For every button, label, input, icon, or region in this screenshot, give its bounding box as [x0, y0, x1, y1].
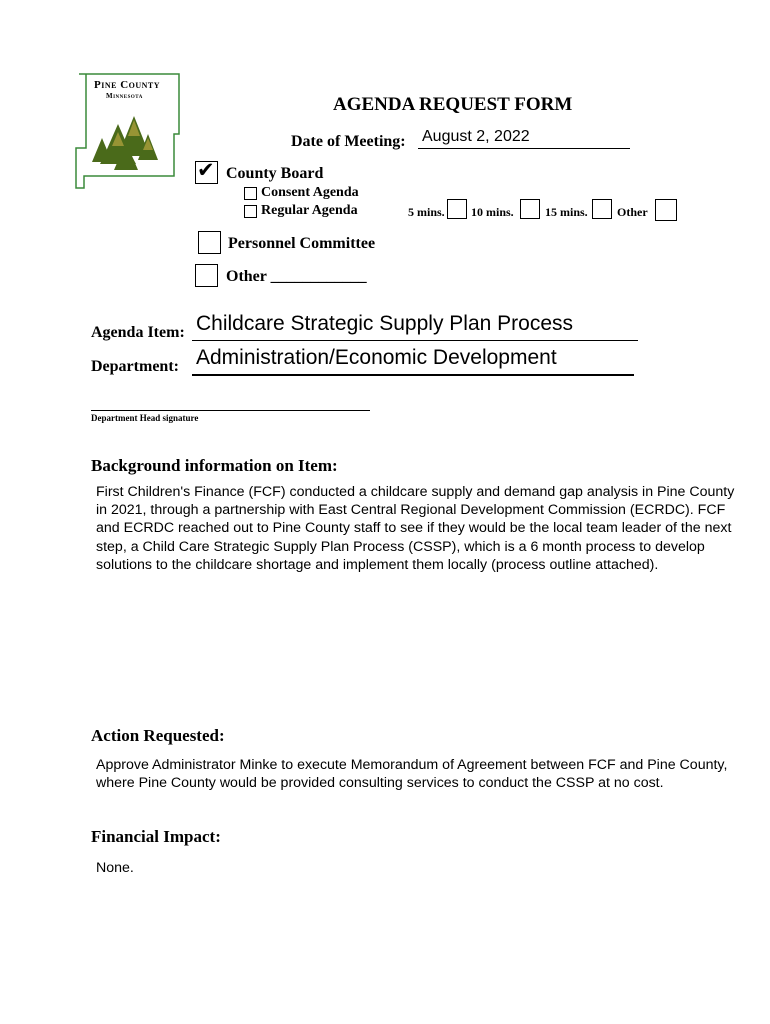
- consent-agenda-label: Consent Agenda: [261, 185, 359, 200]
- action-requested-text-field[interactable]: Approve Administrator Minke to execute Memorandum of Agreement between FCF and Pine County, where Pine County would be provided consulting services to conduct the CSSP at no cost.: [96, 757, 728, 792]
- signature-line[interactable]: [91, 410, 370, 411]
- background-heading: Background information on Item:: [91, 456, 338, 475]
- department-underline: [192, 374, 634, 376]
- personnel-committee-checkbox[interactable]: [198, 231, 221, 254]
- signature-label: Department Head signature: [91, 413, 199, 423]
- action-requested-heading: Action Requested:: [91, 726, 225, 745]
- time-5-mins-checkbox[interactable]: [447, 199, 467, 219]
- time-15-mins-checkbox[interactable]: [592, 199, 612, 219]
- time-5-mins-label: 5 mins.: [408, 205, 445, 219]
- time-15-mins-label: 15 mins.: [545, 205, 588, 219]
- agenda-item-field[interactable]: Childcare Strategic Supply Plan Process: [196, 312, 574, 335]
- time-other-checkbox[interactable]: [655, 199, 677, 221]
- form-title: AGENDA REQUEST FORM: [333, 94, 573, 115]
- time-other-label: Other: [617, 205, 648, 219]
- regular-agenda-label: Regular Agenda: [261, 203, 358, 218]
- logo-county-name: Pine County: [94, 79, 161, 91]
- other-checkbox[interactable]: [195, 264, 218, 287]
- financial-impact-text-field[interactable]: None.: [96, 860, 134, 876]
- date-of-meeting-underline: [418, 148, 630, 149]
- time-10-mins-checkbox[interactable]: [520, 199, 540, 219]
- department-field[interactable]: Administration/Economic Development: [196, 346, 557, 369]
- agenda-item-underline: [192, 340, 638, 341]
- county-board-label: County Board: [226, 165, 324, 182]
- date-of-meeting-field[interactable]: August 2, 2022: [422, 128, 530, 145]
- regular-agenda-checkbox[interactable]: [244, 205, 257, 218]
- agenda-item-label: Agenda Item:: [91, 324, 185, 341]
- checkmark-icon: ✔: [197, 159, 215, 182]
- background-text-field[interactable]: First Children's Finance (FCF) conducted a childcare supply and demand gap analysis in Pine County in 2021, through a partnership with East Central Regional Development Commission (ECRDC). FCF and ECRDC reached out to Pine County staff to see if they would be the local team leader of the next step, a Child Care Strategic Supply Plan Process (CSSP), which is a 6 month process to develop solutions to the childcare shortage and implement them locally (process outline attached).: [96, 484, 735, 573]
- personnel-committee-label: Personnel Committee: [228, 235, 376, 252]
- logo-state-name: Minnesota: [106, 92, 143, 100]
- financial-impact-heading: Financial Impact:: [91, 827, 221, 846]
- other-label: Other ____________: [226, 268, 367, 285]
- time-10-mins-label: 10 mins.: [471, 205, 514, 219]
- date-of-meeting-label: Date of Meeting:: [291, 133, 406, 150]
- consent-agenda-checkbox[interactable]: [244, 187, 257, 200]
- department-label: Department:: [91, 358, 179, 375]
